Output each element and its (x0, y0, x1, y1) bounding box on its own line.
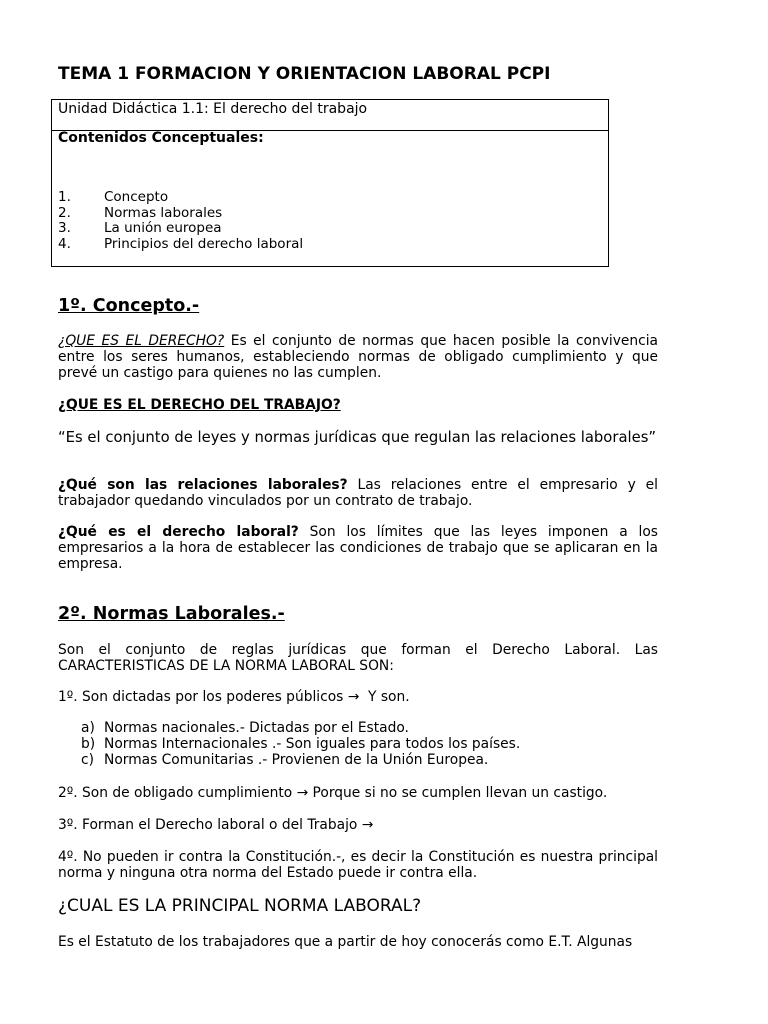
characteristic-3: 3º. Forman el Derecho laboral o del Trabajo → (58, 817, 374, 833)
list-item: 1. Concepto (58, 189, 169, 205)
list-item: 2. Normas laborales (58, 204, 223, 221)
arrow-right-icon: → (361, 817, 374, 833)
unit-summary-box (51, 99, 609, 267)
unit-title: Unidad Didáctica 1.1: El derecho del trabajo (58, 101, 368, 117)
arrow-right-icon: → (347, 689, 360, 705)
question-derecho: ¿QUE ES EL DERECHO? (58, 333, 225, 349)
section1-heading: 1º. Concepto.- (58, 296, 200, 316)
characteristic-4: 4º. No pueden ir contra la Constitución.-, es decir la Constitución es nuestra principal norma y ninguna otra norma del Estado puede ir contra ella. (58, 849, 658, 881)
question-relaciones: ¿Qué son las relaciones laborales? (58, 477, 348, 493)
section3-heading: ¿CUAL ES LA PRINCIPAL NORMA LABORAL? (58, 896, 422, 916)
list-item: a) Normas nacionales.- Dictadas por el Estado. (81, 720, 409, 736)
characteristic-2: 2º. Son de obligado cumplimiento → Porque si no se cumplen llevan un castigo. (58, 785, 608, 801)
norm-types-list (81, 721, 520, 768)
document-title: TEMA 1 FORMACION Y ORIENTACION LABORAL PCPI (58, 64, 551, 84)
paragraph-derecho-laboral: ¿Qué es el derecho laboral? Son los límites que las leyes imponen a los empresarios a la hora de establecer las condiciones de trabajo que se aplicaran en la empresa. (58, 524, 658, 572)
paragraph-derecho: ¿QUE ES EL DERECHO? Es el conjunto de normas que hacen posible la convivencia entre los seres humanos, estableciendo normas de obligado cumplimiento y que prevé un castigo para quienes no las cumplen. (58, 333, 659, 381)
question-derecho-laboral: ¿Qué es el derecho laboral? (58, 524, 299, 540)
list-item: b) Normas Internacionales .- Son iguales para todos los países. (81, 735, 521, 752)
section2-heading: 2º. Normas Laborales.- (58, 604, 285, 624)
paragraph-normas-intro: Son el conjunto de reglas jurídicas que forman el Derecho Laboral. Las CARACTERISTICAS DE LA NORMA LABORAL SON: (58, 642, 658, 674)
quote-definition: “Es el conjunto de leyes y normas jurídicas que regulan las relaciones laborales” (58, 429, 657, 446)
contents-list (58, 190, 303, 252)
question-derecho-trabajo: ¿QUE ES EL DERECHO DEL TRABAJO? (58, 397, 341, 413)
arrow-right-icon: → (296, 785, 309, 801)
paragraph-relaciones: ¿Qué son las relaciones laborales? Las relaciones entre el empresario y el trabajador quedando vinculados por un contrato de trabajo. (58, 477, 658, 509)
unit-row (52, 100, 608, 131)
list-item: 4. Principios del derecho laboral (58, 235, 304, 252)
list-item: c) Normas Comunitarias .- Provienen de la Unión Europea. (81, 751, 489, 768)
list-item: 3. La unión europea (58, 220, 222, 237)
characteristic-1: 1º. Son dictadas por los poderes públicos → Y son. (58, 689, 410, 705)
contents-label: Contenidos Conceptuales: (58, 130, 264, 146)
paragraph-estatuto: Es el Estatuto de los trabajadores que a partir de hoy conocerás como E.T. Algunas (58, 934, 633, 950)
